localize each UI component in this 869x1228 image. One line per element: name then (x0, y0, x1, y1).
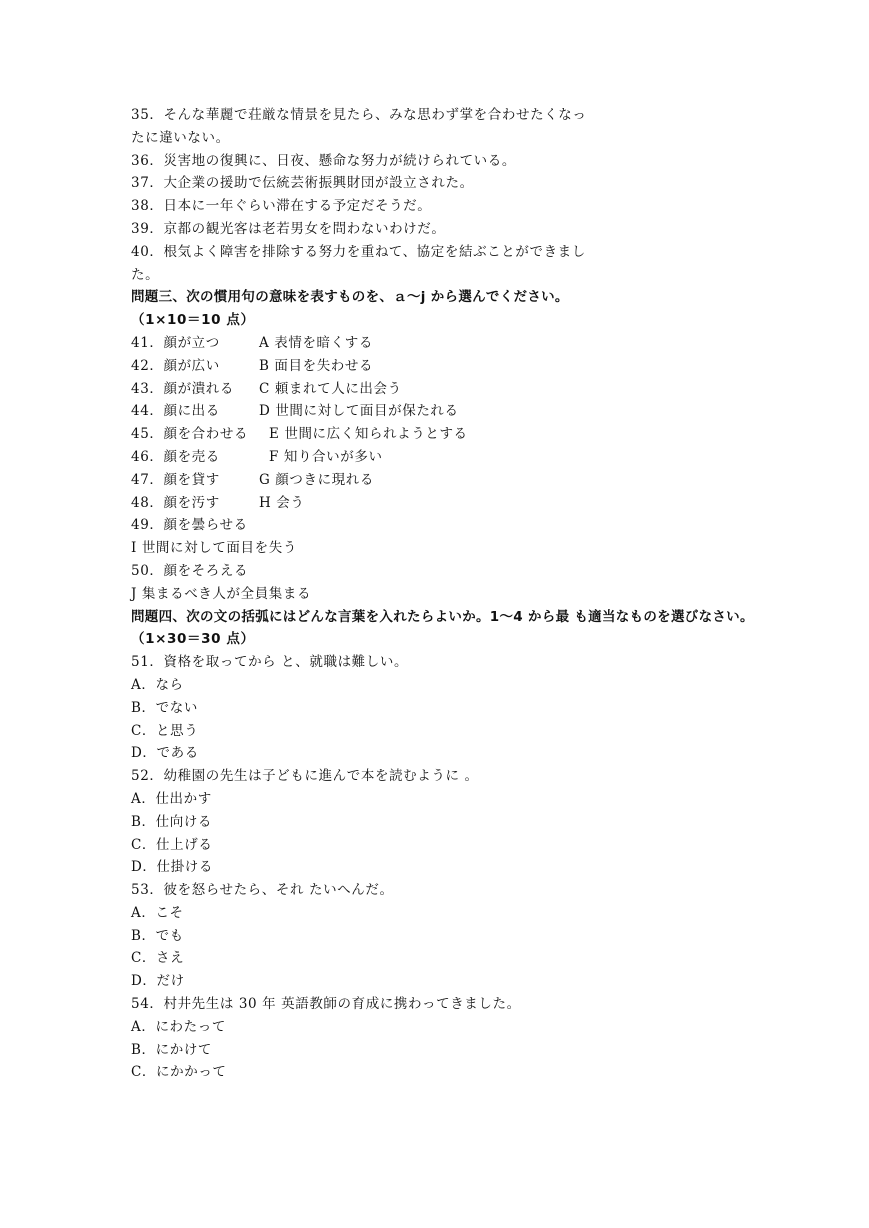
answer-option: D．である (131, 745, 199, 762)
match-term: 45．顔を合わせる (131, 426, 249, 443)
match-term: 44．顔に出る (131, 403, 220, 420)
match-meaning: C 頼まれて人に出会う (259, 380, 402, 397)
section-3 (131, 286, 771, 605)
section-4-score: （1×30＝30 点） (131, 631, 255, 648)
match-line: J 集まるべき人が全員集まる (131, 585, 312, 602)
sentence-line: 40．根気よく障害を排除する努力を重ねて、協定を結ぶことができまし (131, 243, 586, 260)
sentence-list (131, 104, 771, 286)
sentence-line: 37．大企業の援助で伝統芸術振興財団が設立された。 (131, 175, 474, 192)
match-meaning: H 会う (259, 494, 305, 511)
answer-option: A．こそ (131, 904, 184, 921)
section-3-title: 問題三、次の慣用句の意味を表すものを、ａ～j から選んでください。 (131, 289, 569, 306)
match-row (131, 423, 771, 446)
match-meaning: E 世間に広く知られようとする (269, 426, 468, 443)
match-row (131, 355, 771, 378)
match-line: 50．顔をそろえる (131, 562, 249, 579)
answer-option: B．でない (131, 699, 198, 716)
question-54 (131, 993, 771, 1084)
match-row (131, 400, 771, 423)
match-term: 47．顔を貸す (131, 471, 220, 488)
answer-option: A．なら (131, 676, 184, 693)
match-term: 46．顔を売る (131, 448, 220, 465)
match-row (131, 446, 771, 469)
match-term: 48．顔を汚す (131, 494, 220, 511)
answer-option: A．仕出かす (131, 790, 212, 807)
sentence-line: 39．京都の観光客は老若男女を問わないわけだ。 (131, 220, 446, 237)
question-stem: 53．彼を怒らせたら、それ たいへんだ。 (131, 882, 394, 899)
section-4-title: 問題四、次の文の括弧にはどんな言葉を入れたらよいか。1～4 から最 も適当なものを選びなさい。 (131, 608, 754, 625)
match-meaning: A 表情を暗くする (259, 334, 373, 351)
sentence-line: 38．日本に一年ぐらい滞在する予定だそうだ。 (131, 198, 432, 215)
match-term: 41．顔が立つ (131, 334, 220, 351)
question-52 (131, 765, 771, 879)
section-4 (131, 606, 771, 1085)
question-stem: 52．幼稚園の先生は子どもに進んで本を読むように 。 (131, 768, 479, 785)
match-meaning: G 顔つきに現れる (259, 471, 374, 488)
answer-option: B．にかけて (131, 1041, 213, 1058)
answer-option: D．仕掛ける (131, 859, 213, 876)
match-meaning: B 面目を失わせる (259, 357, 374, 374)
answer-option: C．さえ (131, 950, 185, 967)
answer-option: D．だけ (131, 973, 185, 990)
match-row (131, 469, 771, 492)
match-row (131, 332, 771, 355)
question-stem: 54．村井先生は 30 年 英語教師の育成に携わってきました。 (131, 996, 521, 1013)
answer-option: A．にわたって (131, 1018, 226, 1035)
sentence-line: たに違いない。 (131, 129, 230, 146)
question-51 (131, 651, 771, 765)
document-page (131, 104, 771, 1084)
answer-option: C．仕上げる (131, 836, 213, 853)
match-line: 49．顔を曇らせる (131, 517, 248, 534)
match-line: I 世間に対して面目を失う (131, 540, 297, 557)
match-meaning: F 知り合いが多い (269, 448, 383, 465)
match-row (131, 378, 771, 401)
question-53 (131, 879, 771, 993)
answer-option: B．でも (131, 927, 184, 944)
section-3-score: （1×10＝10 点） (131, 312, 255, 329)
sentence-line: 36．災害地の復興に、日夜、懸命な努力が続けられている。 (131, 152, 516, 169)
question-stem: 51．資格を取ってから と、就職は難しい。 (131, 654, 409, 671)
sentence-line: た。 (131, 266, 160, 283)
match-row (131, 492, 771, 515)
answer-option: C．にかかって (131, 1064, 227, 1081)
match-term: 42．顔が広い (131, 357, 220, 374)
match-term: 43．顔が潰れる (131, 380, 234, 397)
match-meaning: D 世間に対して面目が保たれる (259, 403, 459, 420)
sentence-line: 35．そんな華麗で荘厳な情景を見たら、みな思わず掌を合わせたくなっ (131, 107, 587, 123)
answer-option: C．と思う (131, 722, 199, 739)
answer-option: B．仕向ける (131, 813, 213, 830)
